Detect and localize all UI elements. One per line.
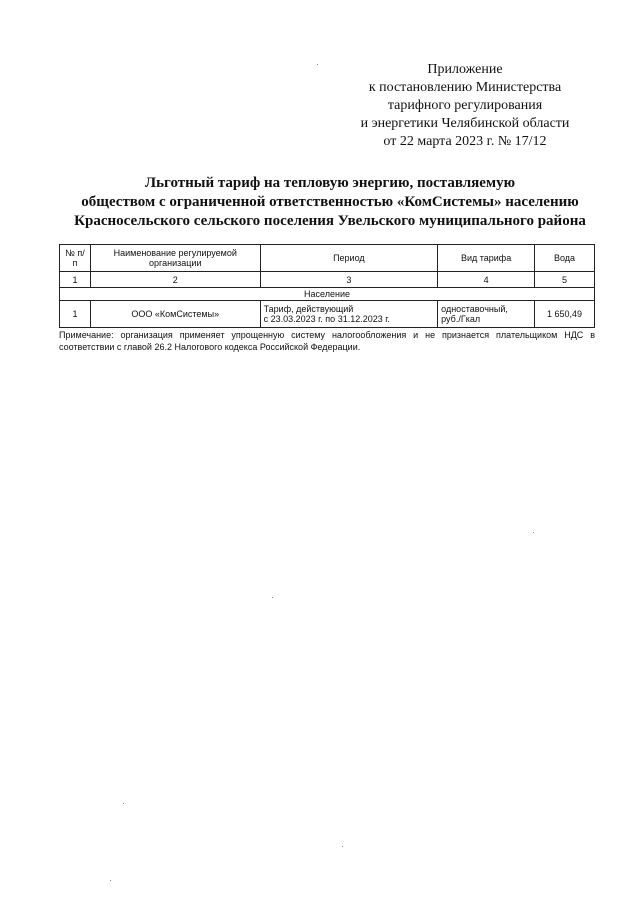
title-line: обществом с ограниченной ответственностью «КомСистемы» населению (81, 194, 579, 210)
scan-speck (317, 64, 318, 65)
cell-num: 1 (60, 301, 91, 328)
scan-speck (533, 532, 534, 533)
header-tariff-type: Вид тарифа (438, 245, 535, 272)
tariff-table (59, 244, 595, 328)
tariff-type-line: одноставочный, (441, 304, 508, 314)
title-line: Льготный тариф на тепловую энергию, поставляемую (144, 175, 516, 191)
column-number: 5 (535, 272, 595, 288)
table-header-row (60, 245, 595, 272)
scan-speck (123, 803, 124, 804)
header-water: Вода (535, 245, 595, 272)
column-number-row (60, 272, 595, 288)
appendix-date-line: от 22 марта 2023 г. № 17/12 (383, 134, 547, 149)
appendix-line: и энергетики Челябинской области (360, 116, 570, 131)
table-row (60, 301, 595, 328)
column-number: 1 (60, 272, 91, 288)
section-row (60, 288, 595, 301)
appendix-line: к постановлению Министерства (368, 80, 562, 95)
header-org: Наименование регулируемой организации (90, 245, 260, 272)
scan-speck (342, 846, 343, 847)
tariff-unit: руб./Гкал (441, 314, 481, 324)
section-label: Население (60, 288, 595, 301)
footnote: Примечание: организация применяет упрощенную систему налогообложения и не признается плательщиком НДС в соответствии с главой 26.2 Налогового кодекса Российской Федерации. (59, 330, 595, 352)
cell-water: 1 650,49 (535, 301, 595, 328)
column-number: 3 (260, 272, 438, 288)
cell-tariff-type (438, 301, 535, 328)
period-dates: с 23.03.2023 г. по 31.12.2023 г. (263, 314, 390, 324)
cell-org: ООО «КомСистемы» (90, 301, 260, 328)
document-title (40, 174, 620, 231)
scan-speck (272, 597, 273, 598)
column-number: 2 (90, 272, 260, 288)
appendix-header (340, 61, 590, 151)
scan-speck (110, 880, 111, 881)
appendix-line: тарифного регулирования (387, 98, 543, 113)
period-line: Тариф, действующий (263, 304, 354, 314)
title-line: Красносельского сельского поселения Увельского муниципального района (74, 213, 586, 229)
cell-period (260, 301, 438, 328)
column-number: 4 (438, 272, 535, 288)
appendix-line: Приложение (427, 62, 503, 77)
header-period: Период (260, 245, 438, 272)
header-num: № п/п (60, 245, 91, 272)
